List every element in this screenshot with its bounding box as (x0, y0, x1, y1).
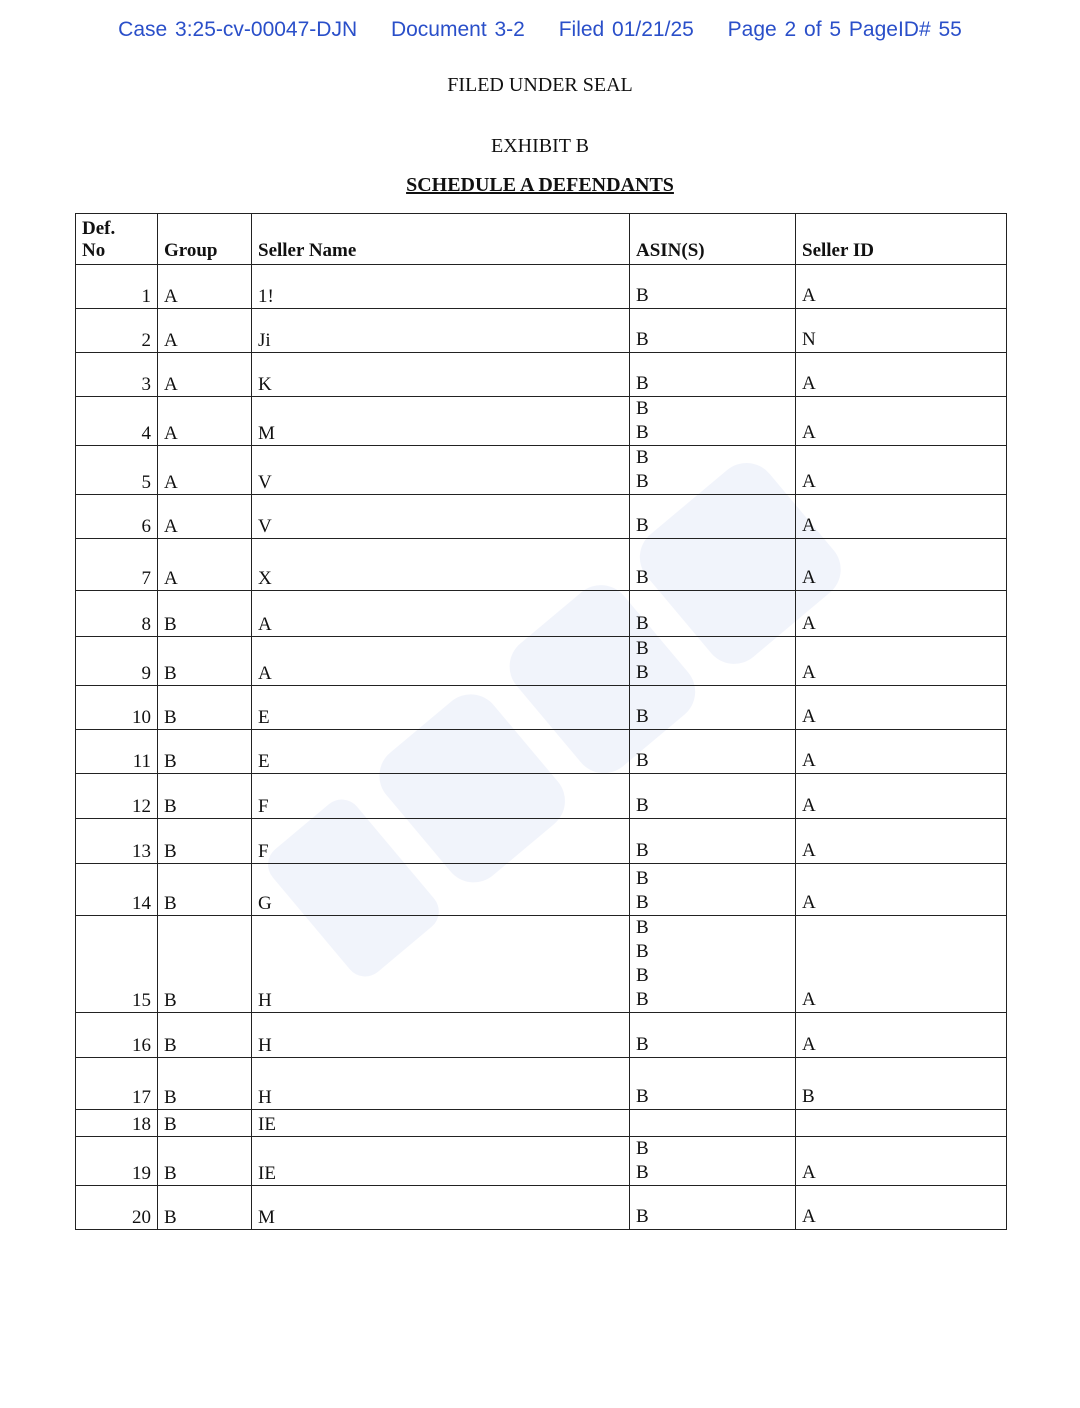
sealed-label: FILED UNDER SEAL (447, 74, 633, 96)
def-no-cell: 9 (76, 637, 158, 686)
seller-name-cell: M (252, 397, 630, 446)
seller-name-cell: IE (252, 1137, 630, 1186)
asin-value: B (636, 1162, 649, 1183)
def-no-cell: 7 (76, 539, 158, 591)
table-row (76, 864, 1007, 916)
group-cell: B (158, 686, 252, 730)
seller-name-cell: F (252, 774, 630, 819)
group-cell: B (158, 637, 252, 686)
table-row (76, 1186, 1007, 1230)
seller-name-cell: V (252, 495, 630, 539)
def-no-cell: 5 (76, 446, 158, 495)
table-header-row (76, 214, 1007, 265)
asins-cell (630, 730, 796, 774)
asin-value: B (636, 840, 649, 861)
group-cell: A (158, 495, 252, 539)
def-no-cell: 18 (76, 1110, 158, 1137)
seller-name-cell: A (252, 637, 630, 686)
document-number: Document 3-2 (390, 18, 525, 41)
seller-id-cell: A (796, 686, 1007, 730)
asin-value: B (636, 1086, 649, 1107)
asins-cell (630, 774, 796, 819)
table-row (76, 819, 1007, 864)
seller-name-cell: V (252, 446, 630, 495)
asins-cell (630, 353, 796, 397)
asin-value: B (636, 329, 649, 350)
def-no-cell: 8 (76, 591, 158, 637)
seller-id-cell: A (796, 446, 1007, 495)
group-cell: B (158, 864, 252, 916)
seller-id-cell: A (796, 774, 1007, 819)
group-cell: A (158, 265, 252, 309)
table-row (76, 353, 1007, 397)
seller-name-cell: IE (252, 1110, 630, 1137)
def-no-cell: 2 (76, 309, 158, 353)
page-id: Page 2 of 5 PageID# 55 (727, 18, 962, 41)
group-cell: A (158, 309, 252, 353)
asin-value: B (636, 373, 649, 394)
def-no-cell: 13 (76, 819, 158, 864)
col-header-asins: ASIN(S) (630, 214, 796, 265)
asin-value: B (636, 447, 649, 468)
asins-cell (630, 916, 796, 1013)
def-no-cell: 19 (76, 1137, 158, 1186)
table-row (76, 730, 1007, 774)
group-cell: B (158, 591, 252, 637)
seller-id-cell: A (796, 1137, 1007, 1186)
seller-id-cell: A (796, 591, 1007, 637)
seller-id-cell: A (796, 637, 1007, 686)
def-no-cell: 1 (76, 265, 158, 309)
group-cell: B (158, 1186, 252, 1230)
seller-id-cell: A (796, 539, 1007, 591)
def-no-cell: 11 (76, 730, 158, 774)
table-row (76, 774, 1007, 819)
asin-value: B (636, 941, 649, 962)
schedule-title: SCHEDULE A DEFENDANTS (406, 174, 674, 196)
col-header-def-no: Def. No (76, 214, 158, 265)
asin-value: B (636, 1034, 649, 1055)
group-cell: A (158, 353, 252, 397)
seller-id-cell: N (796, 309, 1007, 353)
group-cell: B (158, 819, 252, 864)
asin-value: B (636, 965, 649, 986)
asin-value: B (636, 638, 649, 659)
def-no-cell: 17 (76, 1058, 158, 1110)
asin-value: B (636, 892, 649, 913)
def-no-cell: 12 (76, 774, 158, 819)
asins-cell (630, 446, 796, 495)
table-body (76, 265, 1007, 1230)
asin-value: B (636, 613, 649, 634)
asins-cell (630, 265, 796, 309)
def-no-cell: 6 (76, 495, 158, 539)
group-cell: B (158, 1013, 252, 1058)
group-cell: A (158, 539, 252, 591)
table-row (76, 539, 1007, 591)
seller-id-cell: A (796, 353, 1007, 397)
asin-value: B (636, 795, 649, 816)
seller-id-cell: A (796, 397, 1007, 446)
asins-cell (630, 591, 796, 637)
asin-value: B (636, 398, 649, 419)
seller-id-cell: A (796, 1186, 1007, 1230)
seller-name-cell: H (252, 1013, 630, 1058)
seller-name-cell: 1! (252, 265, 630, 309)
ecf-header-stamp (0, 18, 1080, 42)
table-row (76, 1058, 1007, 1110)
asins-cell (630, 309, 796, 353)
table-row (76, 1110, 1007, 1137)
seller-name-cell: Ji (252, 309, 630, 353)
group-cell: B (158, 730, 252, 774)
asins-cell (630, 819, 796, 864)
defendants-table (75, 213, 1007, 1230)
asin-value: B (636, 989, 649, 1010)
table-row (76, 1137, 1007, 1186)
table-row (76, 265, 1007, 309)
seller-name-cell: A (252, 591, 630, 637)
asins-cell (630, 1137, 796, 1186)
asins-cell (630, 637, 796, 686)
asin-value: B (636, 1138, 649, 1159)
group-cell: B (158, 916, 252, 1013)
col-header-group: Group (158, 214, 252, 265)
def-no-cell: 16 (76, 1013, 158, 1058)
table-row (76, 637, 1007, 686)
seller-name-cell: K (252, 353, 630, 397)
asins-cell (630, 686, 796, 730)
def-no-cell: 10 (76, 686, 158, 730)
seller-id-cell: B (796, 1058, 1007, 1110)
table-row (76, 309, 1007, 353)
seller-id-cell: A (796, 864, 1007, 916)
table-row (76, 397, 1007, 446)
asin-value: B (636, 662, 649, 683)
asins-cell (630, 397, 796, 446)
filed-date: Filed 01/21/25 (558, 18, 694, 41)
seller-id-cell: A (796, 819, 1007, 864)
asin-value: B (636, 917, 649, 938)
seller-name-cell: E (252, 730, 630, 774)
asins-cell (630, 539, 796, 591)
exhibit-label: EXHIBIT B (491, 135, 589, 157)
group-cell: B (158, 774, 252, 819)
col-header-seller-name: Seller Name (252, 214, 630, 265)
seller-id-cell: A (796, 1013, 1007, 1058)
asins-cell (630, 864, 796, 916)
def-no-cell: 3 (76, 353, 158, 397)
asin-value: B (636, 750, 649, 771)
table-row (76, 446, 1007, 495)
def-no-cell: 4 (76, 397, 158, 446)
group-cell: B (158, 1058, 252, 1110)
col-header-seller-id: Seller ID (796, 214, 1007, 265)
asin-value: B (636, 515, 649, 536)
asins-cell (630, 1110, 796, 1137)
asins-cell (630, 1058, 796, 1110)
table-row (76, 916, 1007, 1013)
def-no-cell: 20 (76, 1186, 158, 1230)
table-row (76, 686, 1007, 730)
table-row (76, 1013, 1007, 1058)
group-cell: A (158, 446, 252, 495)
asins-cell (630, 1013, 796, 1058)
seller-name-cell: X (252, 539, 630, 591)
table-row (76, 591, 1007, 637)
asin-value: B (636, 422, 649, 443)
seller-id-cell: A (796, 730, 1007, 774)
case-number: Case 3:25-cv-00047-DJN (118, 18, 358, 41)
asin-value: B (636, 1206, 649, 1227)
asin-value: B (636, 706, 649, 727)
seller-name-cell: G (252, 864, 630, 916)
asins-cell (630, 1186, 796, 1230)
seller-name-cell: M (252, 1186, 630, 1230)
seller-id-cell: A (796, 265, 1007, 309)
group-cell: A (158, 397, 252, 446)
seller-name-cell: F (252, 819, 630, 864)
asin-value: B (636, 471, 649, 492)
asin-value: B (636, 285, 649, 306)
seller-name-cell: H (252, 1058, 630, 1110)
seller-id-cell: A (796, 495, 1007, 539)
seller-id-cell: A (796, 916, 1007, 1013)
asin-value: B (636, 868, 649, 889)
table-row (76, 495, 1007, 539)
asin-value: B (636, 567, 649, 588)
group-cell: B (158, 1137, 252, 1186)
def-no-cell: 15 (76, 916, 158, 1013)
group-cell: B (158, 1110, 252, 1137)
seller-name-cell: H (252, 916, 630, 1013)
asins-cell (630, 495, 796, 539)
seller-id-cell (796, 1110, 1007, 1137)
seller-name-cell: E (252, 686, 630, 730)
def-no-cell: 14 (76, 864, 158, 916)
